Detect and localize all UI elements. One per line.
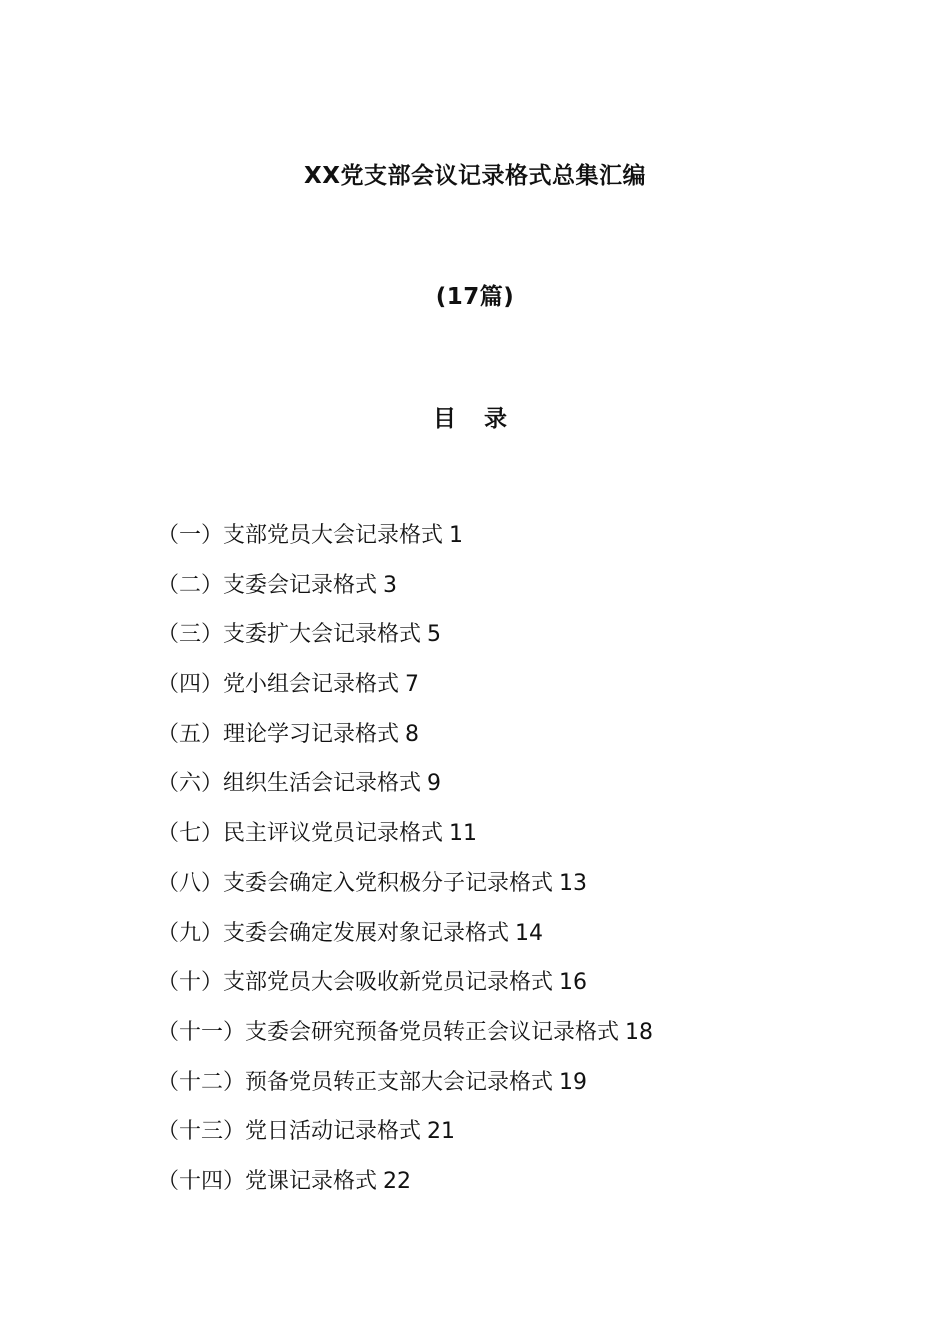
toc-item: [157, 519, 653, 569]
toc-item-page: 9: [427, 771, 442, 797]
toc-item-label: （八）支委会确定入党积极分子记录格式: [157, 870, 554, 896]
toc-item-label: （九）支委会确定发展对象记录格式: [157, 920, 510, 946]
toc-item-page: 11: [449, 821, 478, 847]
toc-item-page: 18: [625, 1019, 654, 1045]
toc-item-label: （一）支部党员大会记录格式: [157, 523, 444, 548]
toc-item-label: （五）理论学习记录格式: [157, 721, 400, 747]
toc-item-page: 13: [559, 870, 588, 896]
toc-item-page: 19: [559, 1069, 588, 1095]
toc-item: [157, 1066, 653, 1116]
toc-item-page: 21: [427, 1119, 456, 1145]
toc-item: [157, 867, 653, 917]
toc-heading: 目 录: [432, 406, 517, 432]
toc-item: [157, 1115, 653, 1165]
toc-item-page: 16: [559, 970, 588, 996]
toc-item-page: 22: [383, 1168, 412, 1194]
toc-item-page: 8: [405, 721, 420, 747]
toc-item: [157, 966, 653, 1016]
toc-item-label: （十二）预备党员转正支部大会记录格式: [157, 1069, 554, 1095]
document-title: XX党支部会议记录格式总集汇编: [304, 163, 646, 189]
toc-item-page: 14: [515, 920, 544, 946]
toc-item-page: 5: [427, 622, 442, 648]
toc-item: [157, 718, 653, 768]
toc-item: [157, 569, 653, 619]
toc-item-label: （七）民主评议党员记录格式: [157, 821, 444, 847]
toc-item-label: （三）支委扩大会记录格式: [157, 622, 422, 648]
document-subtitle: (17篇): [435, 284, 515, 310]
toc-item-label: （十四）党课记录格式: [157, 1168, 378, 1194]
toc-item: [157, 1016, 653, 1066]
toc-item: [157, 618, 653, 668]
table-of-contents: [157, 519, 653, 1215]
toc-item: [157, 817, 653, 867]
toc-item-label: （十三）党日活动记录格式: [157, 1119, 422, 1145]
toc-item: [157, 1165, 653, 1215]
toc-item-label: （十一）支委会研究预备党员转正会议记录格式: [157, 1019, 620, 1045]
toc-item-label: （二）支委会记录格式: [157, 572, 378, 598]
toc-item-page: 3: [383, 572, 398, 598]
toc-item: [157, 917, 653, 967]
toc-item-label: （十）支部党员大会吸收新党员记录格式: [157, 970, 554, 996]
toc-item-label: （六）组织生活会记录格式: [157, 771, 422, 797]
toc-item: [157, 767, 653, 817]
toc-item-page: 7: [405, 672, 420, 698]
toc-item-label: （四）党小组会记录格式: [157, 672, 400, 698]
toc-item: [157, 668, 653, 718]
toc-item-page: 1: [449, 523, 464, 548]
